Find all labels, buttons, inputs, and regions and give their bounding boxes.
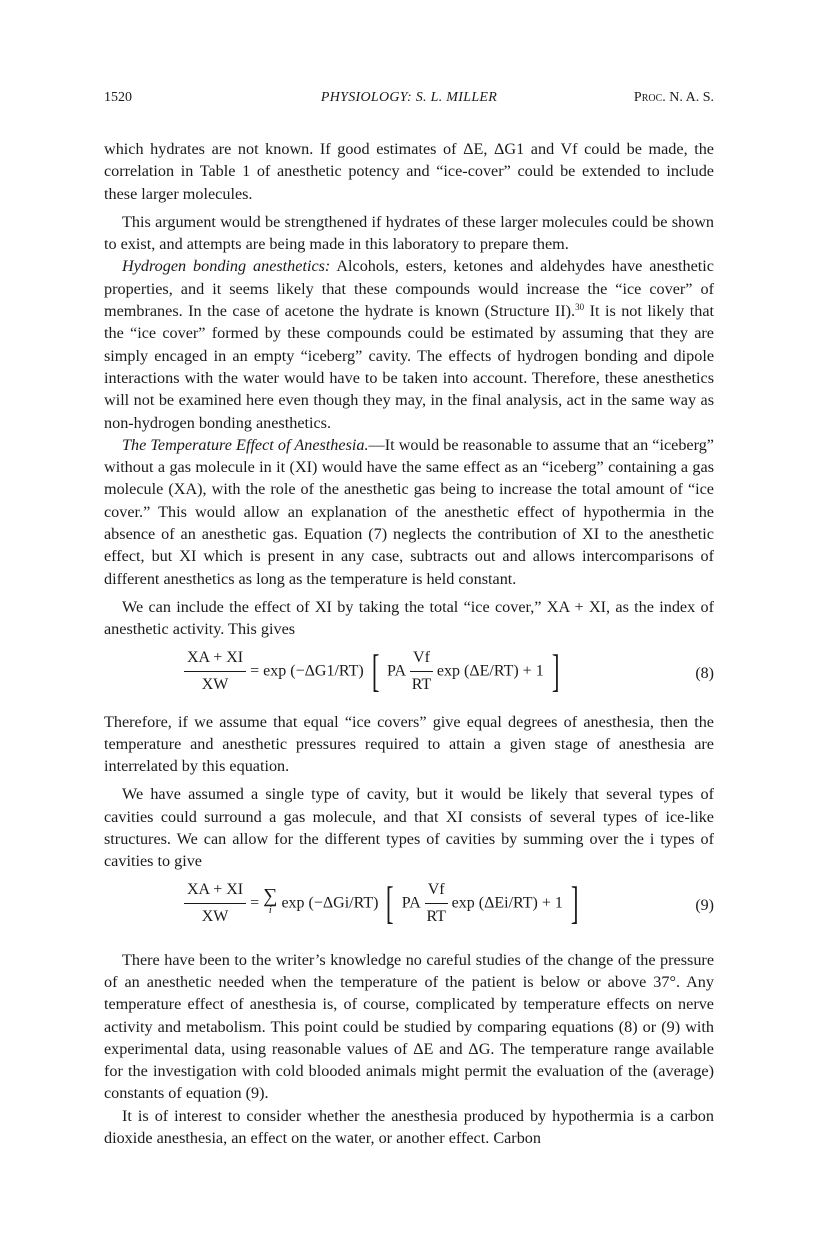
left-bracket-icon: [ xyxy=(386,877,394,929)
running-title: PHYSIOLOGY: S. L. MILLER xyxy=(320,90,498,105)
eq8-rhs-prefix: = exp (−ΔG1/RT) xyxy=(250,662,364,680)
section-heading-hydrogen-bonding: Hydrogen bonding anesthetics: xyxy=(122,257,331,276)
page-number: 1520 xyxy=(104,90,132,105)
eq8-pa: PA xyxy=(387,662,407,680)
eq9-tail: exp (ΔEi/RT) + 1 xyxy=(451,894,563,912)
eq9-lhs-fraction: $\frac{XA + XI}{XW}$ xyxy=(184,879,246,929)
equation-number-9: (9) xyxy=(695,896,714,914)
paragraph-5: We can include the effect of XI by taking the total “ice cover,” XA + XI, as the index of anesthetic activity. This gives xyxy=(104,597,714,639)
footnote-ref: 30 xyxy=(575,302,585,313)
paragraph-4: The Temperature Effect of Anesthesia.—It would be reasonable to assume that an “iceberg” without a gas molecule in it (XI) would have the same effect as an “iceberg” containing a gas molecule (XA), with the role of the anesthetic gas being to increase the total amount of “ice cover.” This would allow an explanation of the anesthetic effect of hypothermia in the absence of an anesthetic gas. Equation (7) neglects the contribution of XI to the anesthetic effect, but XI which is present in any case, subtracts out and allows intercomparisons of different anesthetics as long as the temperature is held constant. xyxy=(104,435,714,588)
eq9-rhs-prefix: exp (−ΔGi/RT) xyxy=(281,894,379,912)
eq8-tail: exp (ΔE/RT) + 1 xyxy=(436,662,544,680)
running-header xyxy=(104,90,714,114)
paragraph-2: This argument would be strengthened if hydrates of these larger molecules could be shown to exist, and attempts are being made in this laboratory to prepare them. xyxy=(104,212,714,254)
equation-8 xyxy=(104,643,714,707)
section-heading-temperature: The Temperature Effect of Anesthesia. xyxy=(122,435,369,454)
sum-icon: ∑ i xyxy=(263,885,278,917)
eq9-pa: PA xyxy=(401,894,421,912)
paragraph-6: Therefore, if we assume that equal “ice covers” give equal degrees of anesthesia, then the temperature and anesthetic pressures required to attain a given stage of anesthesia are interrelated by this equation. xyxy=(104,712,714,776)
page xyxy=(104,90,714,1149)
left-bracket-icon: [ xyxy=(371,645,380,697)
eq9-inner-fraction: $\frac{Vf}{RT}$ xyxy=(426,880,446,925)
eq8-inner-fraction: $\frac{Vf}{RT}$ xyxy=(411,648,432,693)
equation-9: $\frac{XA + XI}{XW}$ = ∑ i exp (−ΔGi/RT) [ PA $\frac{Vf}{RT}$ exp (ΔEi/RT) + 1 ] (9) xyxy=(104,875,714,945)
right-bracket-icon: ] xyxy=(551,645,560,697)
paragraph-7: We have assumed a single type of cavity, but it would be likely that several types of cavities could surround a gas molecule, and that XI consists of several types of ice-like structures. We can allow for the different types of cavities by summing over the i types of cavities to give xyxy=(104,785,714,871)
eq8-lhs-fraction: $\frac{XA + XI}{XW}$ xyxy=(184,647,246,697)
equation-number-8: (8) xyxy=(695,664,714,682)
paragraph-9: It is of interest to consider whether the anesthesia produced by hypothermia is a carbon dioxide anesthesia, an effect on the water, or another effect. Carbon xyxy=(104,1106,714,1147)
paragraph-3: Hydrogen bonding anesthetics: Alcohols, esters, ketones and aldehydes have anesthetic properties, and it seems likely that these compounds would increase the “ice cover” of membranes. In the case of acetone the hydrate is known (Structure II).$^{30}$ It is not likely that the “ice cover” formed by these compounds could be estimated by assuming that they are simply encaged in an empty “iceberg” cavity. The effects of hydrogen bonding and dipole interactions with the water would have to be taken into account. Therefore, these anesthetics will not be examined here even though they may, in the final analysis, act in the same way as non-hydrogen bonding anesthetics. xyxy=(104,257,714,432)
journal-name: Proc. N. A. S. xyxy=(633,90,714,105)
body-text xyxy=(104,138,714,1149)
paragraph-1: which hydrates are not known. If good estimates of ΔE, ΔG1 and Vf could be made, the correlation in Table 1 of anesthetic potency and “ice-cover” could be extended to include these larger molecules. xyxy=(104,140,714,203)
paragraph-8: There have been to the writer’s knowledge no careful studies of the change of the pressure of an anesthetic needed when the temperature of the patient is below or above 37°. Any temperature effect of anesthesia is, of course, complicated by temperature effects on nerve activity and metabolism. This point could be studied by comparing equations (8) or (9) with experimental data, using reasonable values of ΔE and ΔG. The temperature range available for the investigation with cold blooded animals might permit the evaluation of the (average) constants of equation (9). xyxy=(104,950,714,1103)
right-bracket-icon: ] xyxy=(570,877,579,929)
